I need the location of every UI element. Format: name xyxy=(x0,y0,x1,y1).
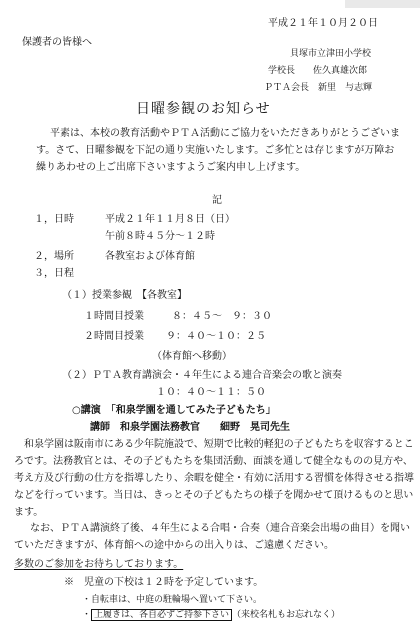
body-paragraph-1: 和泉学園は阪南市にある少年院施設で、短期で比較的軽犯の子どもたちを収容するところです。法務教官とは、その子どもたちを集団活動、面談を通して健全なものの見方や、考え方及び行動の仕方を指導したり、余暇を健全・有効に活用する習慣を体得させる指導などを行っています。当日は、きっとその子どもたちの様子を聞かせて頂けるものと思います。 xyxy=(14,439,414,518)
period2-time: ９：４０～１０：２５ xyxy=(166,331,266,342)
dismissal-note: ※ 児童の下校は１２時を予定しています。 xyxy=(64,577,264,588)
datetime-value: 平成２１年１１月８日（日） xyxy=(105,214,235,225)
event2-label: （２）ＰＴＡ教育講演会・４年生による連合音楽会の歌と演奏 xyxy=(62,370,342,381)
event2-time: １０：４０～１１：５０ xyxy=(156,387,266,398)
pta-president: ＰＴＡ会長 新里 与志輝 xyxy=(264,83,373,93)
schedule-label: ３，日程 xyxy=(34,268,74,279)
place-value: 各教室および体育館 xyxy=(105,251,195,262)
period1-label: １時間目授業 xyxy=(84,311,144,322)
body-paragraph-2: なお、ＰＴＡ講演終了後、４年生による合唱・合奏（連合音楽会出場の曲目）を聞いていただきますが、体育館への途中からの出入りは、ご遠慮ください。 xyxy=(14,523,410,551)
issue-date: 平成２１年１０月２０日 xyxy=(268,18,378,29)
shoes-note: ・ 上履きは、各自必ずご持参下さい （来校名札もお忘れなく） xyxy=(82,610,341,620)
closing-line: 多数のご参加をお待ちしております。 xyxy=(14,559,184,570)
school-name: 貝塚市立津田小学校 xyxy=(290,49,372,59)
recipient: 保護者の皆様へ xyxy=(22,37,92,48)
lecturer: 講師 和泉学園法務教官 細野 晃司先生 xyxy=(90,422,290,433)
lecture-title: ○講演 「和泉学園を通してみた子どもたち」 xyxy=(72,405,276,416)
principal: 学校長 佐久真雄次郎 xyxy=(268,66,368,76)
scan-shadow xyxy=(345,0,420,8)
ki-mark: 記 xyxy=(212,195,222,206)
time-value: 午前８時４５分～１２時 xyxy=(105,231,215,242)
class-observation-label: （１）授業参観 【各教室】 xyxy=(62,290,187,301)
intro-paragraph: 平素は、本校の教育活動やＰＴＡ活動にご協力をいただきありがとうございます。さて、日曜参観を下記の通り実施いたします。ご多忙とは存じますが万障お繰りあわせの上ご出席下さいますようご案内申し上げます。 xyxy=(36,128,400,173)
datetime-label: １，日時 xyxy=(34,214,74,225)
move-note: （体育館へ移動） xyxy=(152,351,232,362)
shoes-boxed-text: 上履きは、各自必ずご持参下さい xyxy=(91,609,232,621)
period2-label: ２時間目授業 xyxy=(84,331,144,342)
period1-time: ８：４５～ ９：３０ xyxy=(172,311,272,322)
bicycle-note: ・自転車は、中庭の駐輪場へ置いて下さい。 xyxy=(82,595,263,605)
shoes-tail-text: （来校名札もお忘れなく） xyxy=(232,610,341,620)
place-label: ２，場所 xyxy=(34,251,74,262)
page-title: 日曜参観のお知らせ xyxy=(136,101,271,117)
